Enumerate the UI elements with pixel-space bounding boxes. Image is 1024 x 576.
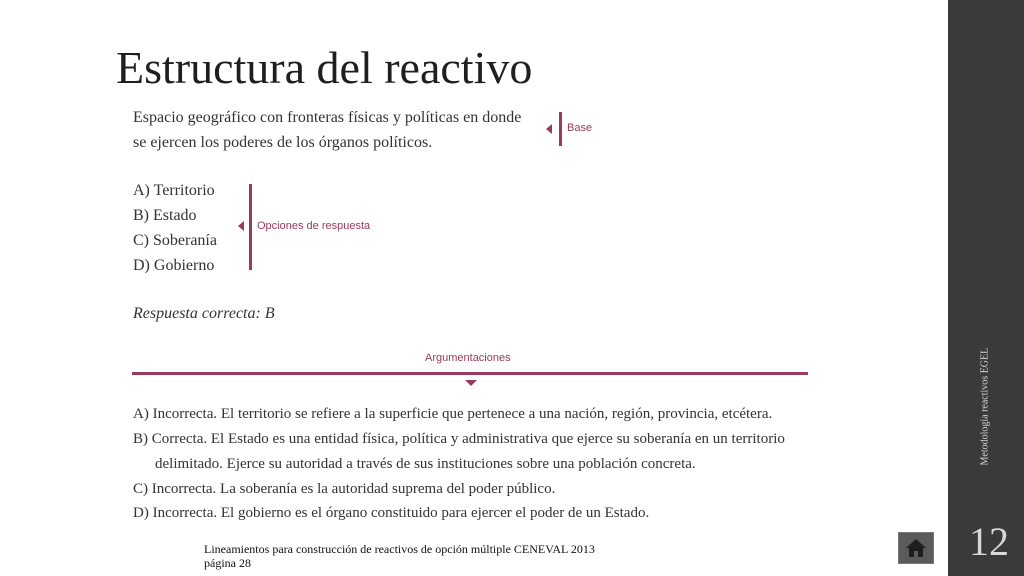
correct-answer: Respuesta correcta: B [133, 305, 275, 322]
argumentations-label: Argumentaciones [425, 352, 511, 364]
home-icon [905, 538, 927, 558]
argument-a: A) Incorrecta. El territorio se refiere a la superficie que pertenece a una nación, región, provincia, etcétera. [133, 406, 773, 422]
base-text-line-1: Espacio geográfico con fronteras físicas y políticas en donde [133, 109, 522, 126]
argument-b: B) Correcta. El Estado es una entidad física, política y administrativa que ejerce su soberanía en un territorio [133, 431, 785, 447]
sidebar [948, 0, 1024, 576]
source-footer-line-2: página 28 [204, 556, 251, 570]
argument-d: D) Incorrecta. El gobierno es el órgano constituido para ejercer el poder de un Estado. [133, 505, 650, 521]
base-bracket [559, 112, 562, 146]
option-d: D) Gobierno [133, 257, 215, 274]
sidebar-vertical-text: Metodología reactivos EGEL [979, 347, 991, 466]
page-number: 12 [969, 519, 1009, 564]
source-footer [204, 542, 595, 570]
base-label: Base [567, 122, 593, 134]
argument-c: C) Incorrecta. La soberanía es la autoridad suprema del poder público. [133, 481, 556, 497]
options-pointer-icon [238, 221, 244, 231]
option-b: B) Estado [133, 207, 197, 224]
options-label: Opciones de respuesta [257, 220, 371, 232]
options-bracket [249, 184, 252, 270]
base-text-line-2: se ejercen los poderes de los órganos políticos. [133, 134, 433, 151]
base-pointer-icon [546, 124, 552, 134]
source-footer-line-1: Lineamientos para construcción de reactivos de opción múltiple CENEVAL 2013 [204, 542, 595, 556]
argumentations-pointer-icon [465, 380, 477, 386]
option-a: A) Territorio [133, 182, 215, 199]
option-c: C) Soberanía [133, 232, 217, 249]
argument-b-continued: delimitado. Ejerce su autoridad a través de sus instituciones sobre una población concreta. [155, 456, 696, 472]
home-button[interactable] [898, 532, 934, 564]
argumentations-divider [132, 372, 808, 375]
slide-title: Estructura del reactivo [116, 42, 533, 93]
